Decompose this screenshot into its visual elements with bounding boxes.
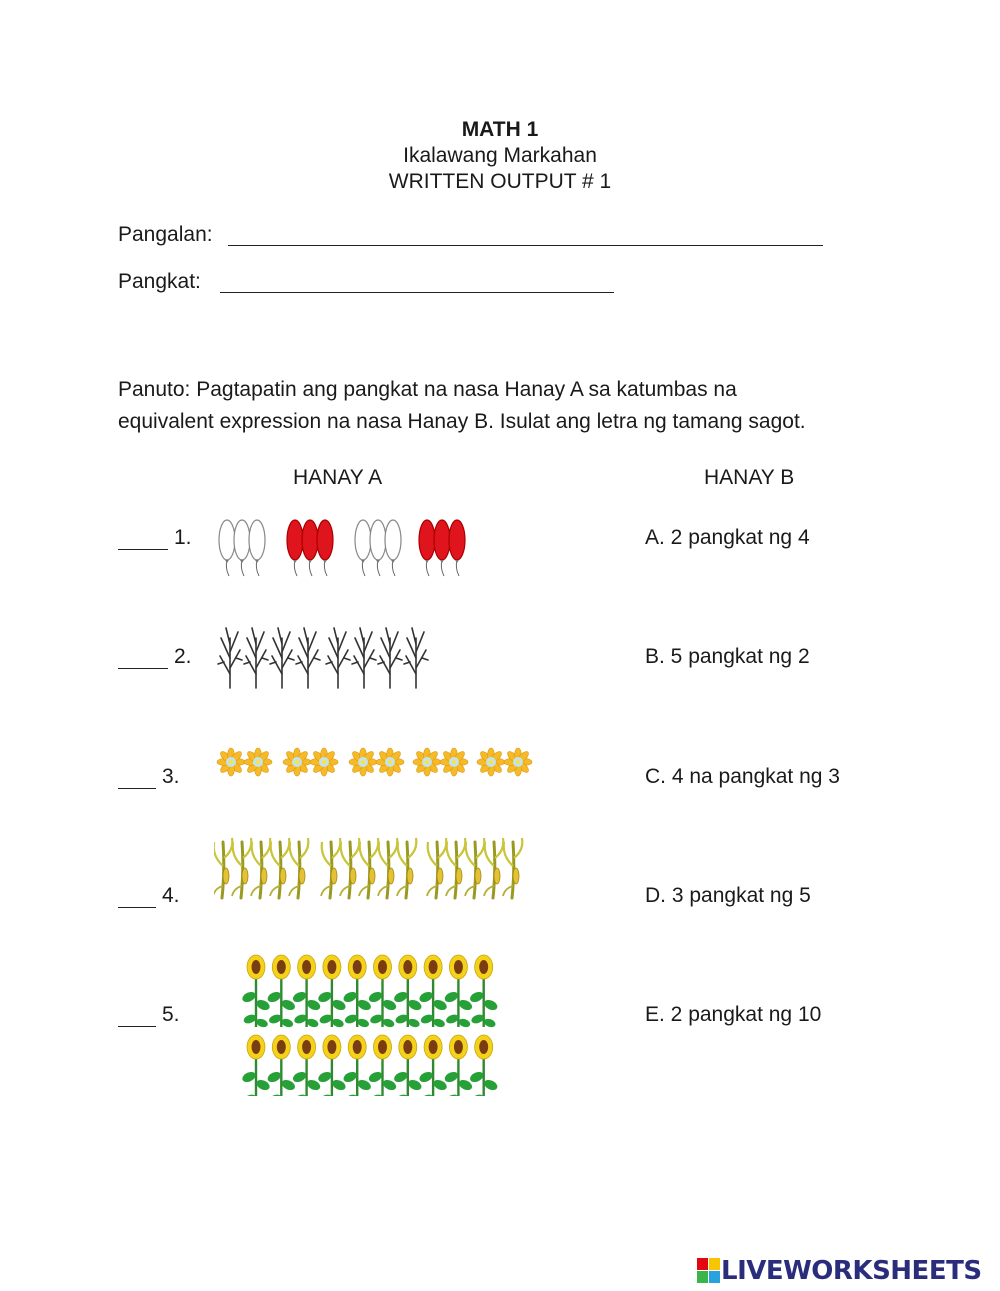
choice-c: C. 4 na pangkat ng 3 — [645, 765, 840, 788]
group-field[interactable] — [220, 292, 614, 293]
tree-icon — [216, 624, 436, 690]
answer-blank[interactable] — [118, 650, 168, 669]
answer-blank[interactable] — [118, 531, 168, 550]
choice-a: A. 2 pangkat ng 4 — [645, 526, 810, 549]
name-label: Pangalan: — [118, 223, 213, 246]
choice-b: B. 5 pangkat ng 2 — [645, 645, 810, 668]
worksheet-subtitle: Ikalawang Markahan — [403, 144, 597, 167]
item-row-2 — [118, 645, 192, 669]
choice-d: D. 3 pangkat ng 5 — [645, 884, 811, 907]
directions-line-2: equivalent expression na nasa Hanay B. Isulat ang letra ng tamang sagot. — [118, 410, 806, 433]
column-b-header: HANAY B — [704, 466, 795, 489]
directions — [118, 374, 898, 438]
liveworksheets-brand: LIVEWORKSHEETS — [721, 1256, 982, 1286]
item-number: 4. — [162, 884, 180, 907]
name-field[interactable] — [228, 245, 823, 246]
worksheet-output-label: WRITTEN OUTPUT # 1 — [388, 170, 612, 193]
item-number: 1. — [174, 526, 192, 549]
choice-e: E. 2 pangkat ng 10 — [645, 1003, 822, 1026]
answer-blank[interactable] — [118, 770, 156, 789]
flower-icon — [214, 738, 538, 786]
corn-icon — [214, 836, 540, 900]
answer-blank[interactable] — [118, 889, 156, 908]
directions-line-1: Panuto: Pagtapatin ang pangkat na nasa Hanay A sa katumbas na — [118, 378, 737, 401]
item-row-1 — [118, 526, 192, 550]
item-number: 3. — [162, 765, 180, 788]
item-number: 2. — [174, 645, 192, 668]
sunflower-icon — [242, 950, 504, 1096]
item-number: 5. — [162, 1003, 180, 1026]
item-row-5 — [118, 1003, 180, 1027]
balloons-icon — [214, 516, 476, 578]
column-a-header: HANAY A — [293, 466, 383, 489]
liveworksheets-logo — [697, 1254, 982, 1288]
item-row-3 — [118, 765, 180, 789]
worksheet-title: MATH 1 — [461, 118, 539, 141]
group-label: Pangkat: — [118, 270, 201, 293]
answer-blank[interactable] — [118, 1008, 156, 1027]
liveworksheets-logo-icon — [697, 1258, 721, 1284]
item-row-4 — [118, 884, 180, 908]
